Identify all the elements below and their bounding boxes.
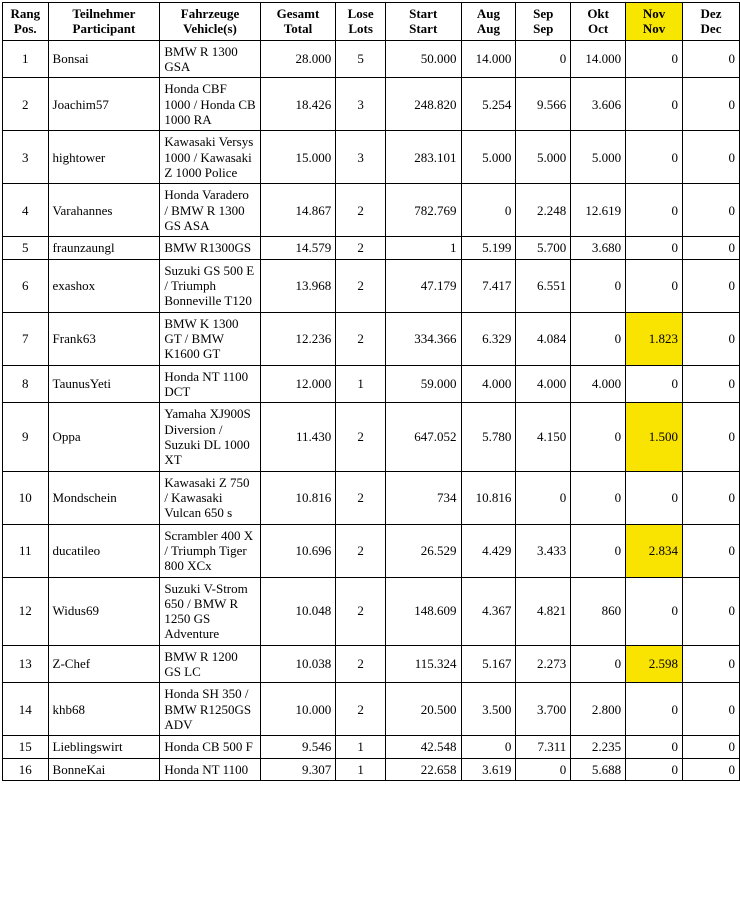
cell-vehicle: Honda CBF 1000 / Honda CB 1000 RA (160, 78, 260, 131)
cell-nov: 2.834 (626, 524, 683, 577)
cell-nov: 0 (626, 736, 683, 758)
column-header-nov[interactable] (626, 3, 683, 41)
cell-sep: 5.000 (516, 131, 571, 184)
cell-lots: 2 (336, 471, 386, 524)
cell-sep: 0 (516, 758, 571, 780)
column-header-participant[interactable] (48, 3, 160, 41)
cell-vehicle: Suzuki GS 500 E / Triumph Bonneville T120 (160, 259, 260, 312)
cell-nov: 1.500 (626, 403, 683, 471)
cell-lots: 2 (336, 184, 386, 237)
cell-sep: 6.551 (516, 259, 571, 312)
cell-sep: 2.248 (516, 184, 571, 237)
cell-start: 248.820 (385, 78, 461, 131)
cell-lots: 2 (336, 259, 386, 312)
cell-participant: khb68 (48, 683, 160, 736)
cell-participant: Bonsai (48, 40, 160, 78)
cell-aug: 5.167 (461, 645, 516, 683)
cell-lots: 2 (336, 577, 386, 645)
table-row (3, 365, 740, 403)
cell-vehicle: BMW K 1300 GT / BMW K1600 GT (160, 312, 260, 365)
cell-total: 14.579 (260, 237, 336, 259)
cell-participant: hightower (48, 131, 160, 184)
table-body (3, 40, 740, 780)
cell-dez: 0 (683, 524, 740, 577)
cell-aug: 5.199 (461, 237, 516, 259)
cell-start: 734 (385, 471, 461, 524)
ranking-sheet (0, 2, 740, 915)
column-header-vehicle-line1: Fahrzeuge (180, 6, 240, 21)
column-header-start-line1: Start (409, 6, 438, 21)
cell-nov: 0 (626, 365, 683, 403)
table-row (3, 471, 740, 524)
cell-total: 9.307 (260, 758, 336, 780)
cell-dez: 0 (683, 78, 740, 131)
cell-dez: 0 (683, 259, 740, 312)
cell-aug: 6.329 (461, 312, 516, 365)
cell-total: 11.430 (260, 403, 336, 471)
column-header-lots-line2: Lots (348, 21, 373, 37)
cell-nov: 1.823 (626, 312, 683, 365)
table-row (3, 524, 740, 577)
cell-total: 10.000 (260, 683, 336, 736)
cell-participant: Joachim57 (48, 78, 160, 131)
cell-nov: 0 (626, 131, 683, 184)
column-header-dez[interactable] (683, 3, 740, 41)
cell-dez: 0 (683, 645, 740, 683)
cell-vehicle: Yamaha XJ900S Diversion / Suzuki DL 1000 XT (160, 403, 260, 471)
cell-participant: exashox (48, 259, 160, 312)
table-row (3, 577, 740, 645)
cell-rank: 7 (3, 312, 49, 365)
cell-lots: 2 (336, 237, 386, 259)
cell-sep: 0 (516, 471, 571, 524)
cell-lots: 2 (336, 312, 386, 365)
column-header-total[interactable] (260, 3, 336, 41)
cell-okt: 12.619 (571, 184, 626, 237)
cell-start: 20.500 (385, 683, 461, 736)
cell-vehicle: Honda NT 1100 (160, 758, 260, 780)
cell-vehicle: Honda SH 350 / BMW R1250GS ADV (160, 683, 260, 736)
column-header-start-line2: Start (409, 21, 438, 37)
header-row (3, 3, 740, 41)
cell-okt: 3.606 (571, 78, 626, 131)
cell-aug: 4.429 (461, 524, 516, 577)
cell-rank: 3 (3, 131, 49, 184)
cell-okt: 0 (571, 524, 626, 577)
cell-participant: Varahannes (48, 184, 160, 237)
cell-lots: 5 (336, 40, 386, 78)
table-row (3, 683, 740, 736)
cell-dez: 0 (683, 736, 740, 758)
cell-rank: 8 (3, 365, 49, 403)
table-row (3, 645, 740, 683)
cell-rank: 11 (3, 524, 49, 577)
cell-sep: 0 (516, 40, 571, 78)
cell-lots: 3 (336, 131, 386, 184)
cell-total: 13.968 (260, 259, 336, 312)
cell-start: 334.366 (385, 312, 461, 365)
cell-total: 12.236 (260, 312, 336, 365)
column-header-vehicle[interactable] (160, 3, 260, 41)
cell-sep: 9.566 (516, 78, 571, 131)
cell-participant: Mondschein (48, 471, 160, 524)
cell-dez: 0 (683, 577, 740, 645)
table-row (3, 78, 740, 131)
column-header-okt-line2: Oct (588, 21, 609, 37)
cell-participant: ducatileo (48, 524, 160, 577)
cell-nov: 0 (626, 40, 683, 78)
column-header-nov-line1: Nov (642, 6, 666, 21)
cell-participant: fraunzaungl (48, 237, 160, 259)
cell-okt: 2.235 (571, 736, 626, 758)
table-row (3, 403, 740, 471)
cell-total: 18.426 (260, 78, 336, 131)
cell-nov: 0 (626, 471, 683, 524)
cell-start: 42.548 (385, 736, 461, 758)
column-header-okt[interactable] (571, 3, 626, 41)
column-header-aug-line1: Aug (476, 6, 500, 21)
cell-vehicle: Honda Varadero / BMW R 1300 GS ASA (160, 184, 260, 237)
cell-okt: 0 (571, 259, 626, 312)
cell-total: 10.038 (260, 645, 336, 683)
cell-aug: 3.619 (461, 758, 516, 780)
cell-aug: 0 (461, 736, 516, 758)
cell-okt: 4.000 (571, 365, 626, 403)
cell-nov: 0 (626, 758, 683, 780)
cell-start: 283.101 (385, 131, 461, 184)
cell-vehicle: Kawasaki Versys 1000 / Kawasaki Z 1000 Police (160, 131, 260, 184)
column-header-sep-line2: Sep (533, 21, 554, 37)
cell-aug: 5.254 (461, 78, 516, 131)
cell-rank: 9 (3, 403, 49, 471)
cell-start: 115.324 (385, 645, 461, 683)
cell-lots: 2 (336, 524, 386, 577)
table-row (3, 40, 740, 78)
column-header-nov-line2: Nov (642, 21, 666, 37)
cell-nov: 0 (626, 237, 683, 259)
cell-total: 12.000 (260, 365, 336, 403)
cell-participant: Frank63 (48, 312, 160, 365)
table-row (3, 758, 740, 780)
cell-rank: 1 (3, 40, 49, 78)
column-header-vehicle-line2: Vehicle(s) (183, 21, 237, 37)
column-header-aug-line2: Aug (476, 21, 500, 37)
column-header-sep-line1: Sep (533, 6, 554, 21)
cell-vehicle: Honda CB 500 F (160, 736, 260, 758)
cell-aug: 10.816 (461, 471, 516, 524)
cell-total: 10.048 (260, 577, 336, 645)
cell-okt: 860 (571, 577, 626, 645)
ranking-table (2, 2, 740, 781)
cell-rank: 10 (3, 471, 49, 524)
cell-aug: 5.000 (461, 131, 516, 184)
cell-rank: 13 (3, 645, 49, 683)
column-header-participant-line1: Teilnehmer (72, 6, 136, 21)
cell-total: 28.000 (260, 40, 336, 78)
cell-aug: 7.417 (461, 259, 516, 312)
cell-okt: 0 (571, 403, 626, 471)
cell-participant: Widus69 (48, 577, 160, 645)
cell-vehicle: Scrambler 400 X / Triumph Tiger 800 XCx (160, 524, 260, 577)
cell-nov: 0 (626, 259, 683, 312)
cell-sep: 2.273 (516, 645, 571, 683)
cell-dez: 0 (683, 131, 740, 184)
table-row (3, 259, 740, 312)
cell-dez: 0 (683, 471, 740, 524)
cell-okt: 0 (571, 471, 626, 524)
cell-aug: 14.000 (461, 40, 516, 78)
cell-rank: 2 (3, 78, 49, 131)
column-header-sep[interactable] (516, 3, 571, 41)
cell-lots: 1 (336, 365, 386, 403)
cell-okt: 14.000 (571, 40, 626, 78)
cell-dez: 0 (683, 40, 740, 78)
cell-okt: 5.688 (571, 758, 626, 780)
cell-okt: 0 (571, 645, 626, 683)
column-header-dez-line1: Dez (700, 6, 722, 21)
cell-lots: 2 (336, 683, 386, 736)
cell-start: 26.529 (385, 524, 461, 577)
cell-okt: 2.800 (571, 683, 626, 736)
column-header-rank-line1: Rang (10, 6, 41, 21)
cell-aug: 0 (461, 184, 516, 237)
column-header-lots-line1: Lose (347, 6, 374, 21)
cell-sep: 7.311 (516, 736, 571, 758)
cell-nov: 0 (626, 683, 683, 736)
cell-lots: 2 (336, 403, 386, 471)
cell-dez: 0 (683, 683, 740, 736)
cell-start: 50.000 (385, 40, 461, 78)
cell-aug: 4.000 (461, 365, 516, 403)
cell-okt: 5.000 (571, 131, 626, 184)
cell-vehicle: Kawasaki Z 750 / Kawasaki Vulcan 650 s (160, 471, 260, 524)
cell-vehicle: Honda NT 1100 DCT (160, 365, 260, 403)
cell-rank: 12 (3, 577, 49, 645)
cell-nov: 0 (626, 184, 683, 237)
cell-participant: Z-Chef (48, 645, 160, 683)
cell-lots: 3 (336, 78, 386, 131)
cell-dez: 0 (683, 184, 740, 237)
cell-rank: 5 (3, 237, 49, 259)
cell-dez: 0 (683, 758, 740, 780)
column-header-total-line1: Gesamt (276, 6, 320, 21)
cell-lots: 2 (336, 645, 386, 683)
cell-participant: Lieblingswirt (48, 736, 160, 758)
cell-okt: 3.680 (571, 237, 626, 259)
cell-vehicle: BMW R 1300 GSA (160, 40, 260, 78)
column-header-rank-line2: Pos. (13, 21, 37, 37)
cell-sep: 4.150 (516, 403, 571, 471)
cell-okt: 0 (571, 312, 626, 365)
table-row (3, 184, 740, 237)
cell-sep: 4.821 (516, 577, 571, 645)
cell-total: 15.000 (260, 131, 336, 184)
cell-dez: 0 (683, 237, 740, 259)
table-row (3, 312, 740, 365)
cell-nov: 0 (626, 577, 683, 645)
cell-total: 14.867 (260, 184, 336, 237)
cell-dez: 0 (683, 365, 740, 403)
column-header-total-line2: Total (283, 21, 313, 37)
cell-vehicle: BMW R 1200 GS LC (160, 645, 260, 683)
table-row (3, 131, 740, 184)
cell-sep: 5.700 (516, 237, 571, 259)
cell-sep: 3.700 (516, 683, 571, 736)
cell-dez: 0 (683, 403, 740, 471)
cell-sep: 4.084 (516, 312, 571, 365)
cell-start: 47.179 (385, 259, 461, 312)
cell-dez: 0 (683, 312, 740, 365)
column-header-okt-line1: Okt (587, 6, 609, 21)
cell-start: 59.000 (385, 365, 461, 403)
cell-nov: 2.598 (626, 645, 683, 683)
cell-participant: TaunusYeti (48, 365, 160, 403)
cell-sep: 3.433 (516, 524, 571, 577)
column-header-rank[interactable] (3, 3, 49, 41)
cell-start: 148.609 (385, 577, 461, 645)
table-row (3, 736, 740, 758)
cell-aug: 5.780 (461, 403, 516, 471)
cell-vehicle: Suzuki V-Strom 650 / BMW R 1250 GS Adventure (160, 577, 260, 645)
cell-sep: 4.000 (516, 365, 571, 403)
cell-start: 647.052 (385, 403, 461, 471)
cell-rank: 15 (3, 736, 49, 758)
table-row (3, 237, 740, 259)
column-header-lots[interactable] (336, 3, 386, 41)
cell-total: 10.816 (260, 471, 336, 524)
cell-participant: Oppa (48, 403, 160, 471)
cell-start: 22.658 (385, 758, 461, 780)
cell-start: 782.769 (385, 184, 461, 237)
cell-lots: 1 (336, 736, 386, 758)
cell-nov: 0 (626, 78, 683, 131)
column-header-dez-line2: Dec (700, 21, 722, 37)
cell-total: 9.546 (260, 736, 336, 758)
cell-vehicle: BMW R1300GS (160, 237, 260, 259)
table-header (3, 3, 740, 41)
cell-participant: BonneKai (48, 758, 160, 780)
cell-start: 1 (385, 237, 461, 259)
cell-rank: 4 (3, 184, 49, 237)
column-header-aug[interactable] (461, 3, 516, 41)
cell-rank: 16 (3, 758, 49, 780)
cell-total: 10.696 (260, 524, 336, 577)
cell-rank: 14 (3, 683, 49, 736)
cell-aug: 3.500 (461, 683, 516, 736)
column-header-start[interactable] (385, 3, 461, 41)
column-header-participant-line2: Participant (72, 21, 136, 37)
cell-aug: 4.367 (461, 577, 516, 645)
cell-rank: 6 (3, 259, 49, 312)
cell-lots: 1 (336, 758, 386, 780)
